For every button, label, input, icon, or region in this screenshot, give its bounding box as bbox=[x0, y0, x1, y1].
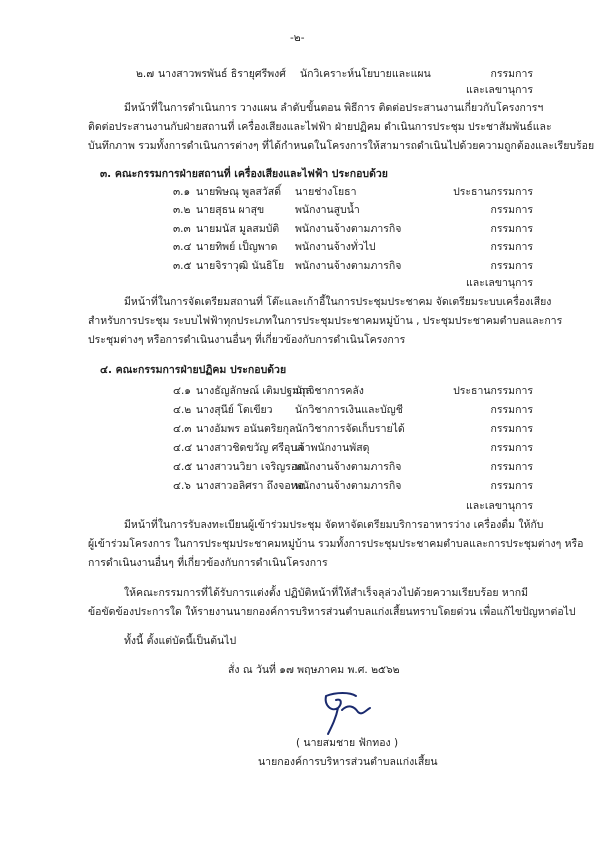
member-position: นักวิชาการคลัง bbox=[295, 385, 364, 397]
member-name: นางธัญลักษณ์ เติมปฐมกุล bbox=[196, 385, 312, 397]
member-name: นายมนัส มูลสมบัติ bbox=[196, 223, 280, 235]
member-number: ๓.๒ bbox=[173, 204, 191, 216]
duty-line: มีหน้าที่ในการรับลงทะเบียนผู้เข้าร่วมประชุม จัดหาจัดเตรียมบริการอาหารว่าง เครื่องดื่ม ให้กับ bbox=[124, 519, 544, 531]
section-heading: ๓. คณะกรรมการฝ่ายสถานที่ เครื่องเสียงและไฟฟ้า ประกอบด้วย bbox=[100, 168, 388, 180]
effective-statement: ทั้งนี้ ตั้งแต่บัดนี้เป็นต้นไป bbox=[124, 635, 237, 647]
member-role: กรรมการ bbox=[490, 404, 533, 416]
member-name: นายจิราวุฒิ นันธิโย bbox=[196, 260, 285, 272]
section-heading: ๔. คณะกรรมการฝ่ายปฏิคม ประกอบด้วย bbox=[100, 364, 287, 376]
member-role: กรรมการ bbox=[490, 461, 533, 473]
member-row bbox=[0, 442, 600, 456]
member-name: นายทิพย์ เป็ญพาด bbox=[196, 241, 278, 253]
duty-line: ผู้เข้าร่วมโครงการ ในการประชุมประชาคมหมู่บ้าน รวมทั้งการประชุมประชาคมตำบลและการประชุมต่างๆ หรือ bbox=[88, 538, 584, 550]
member-name: นางสุนีย์ โตเขียว bbox=[196, 404, 273, 416]
member-row bbox=[0, 241, 600, 255]
member-role-extra: และเลขานุการ bbox=[465, 277, 533, 289]
member-role: ประธานกรรมการ bbox=[453, 385, 533, 397]
page-number: -๒- bbox=[290, 32, 305, 44]
member-name: นางสาวนวิยา เจริญรอด bbox=[196, 461, 304, 473]
member-number: ๔.๔ bbox=[173, 442, 193, 454]
member-name: นางอัมพร อนันตริยกุล bbox=[196, 423, 296, 435]
closing-line: ให้คณะกรรมการที่ได้รับการแต่งตั้ง ปฏิบัติหน้าที่ให้สำเร็จลุล่วงไปด้วยความเรียบร้อย หากมี bbox=[124, 587, 528, 599]
member-position: พนักงานจ้างตามภารกิจ bbox=[295, 480, 402, 492]
member-role: กรรมการ bbox=[490, 480, 533, 492]
member-position: นักวิเคราะห์นโยบายและแผน bbox=[300, 68, 431, 80]
member-number: ๔.๑ bbox=[173, 385, 191, 397]
member-name: นางสาวอลิศรา ถึงจอหอ bbox=[196, 480, 304, 492]
member-name: นางสาวพรพันธ์ ธิรายุศรีพงศ์ bbox=[158, 68, 286, 80]
member-number: ๓.๔ bbox=[173, 241, 192, 253]
member-number: ๔.๖ bbox=[173, 480, 191, 492]
member-row bbox=[0, 260, 600, 274]
member-number: ๓.๑ bbox=[173, 186, 191, 198]
member-role: ประธานกรรมการ bbox=[453, 186, 533, 198]
order-date: สั่ง ณ วันที่ ๑๗ พฤษภาคม พ.ศ. ๒๕๖๒ bbox=[228, 664, 400, 676]
duty-line: มีหน้าที่ในการดำเนินการ วางแผน ลำดับขั้นตอน พิธีการ ติดต่อประสานงานเกี่ยวกับโครงการฯ bbox=[124, 102, 544, 114]
member-number: ๔.๒ bbox=[173, 404, 192, 416]
member-position: พนักงานจ้างตามภารกิจ bbox=[295, 223, 402, 235]
member-position: พนักงานสูบน้ำ bbox=[295, 204, 360, 216]
member-role: กรรมการ bbox=[490, 204, 533, 216]
duty-line: การดำเนินงานอื่นๆ ที่เกี่ยวข้องกับการดำเนินโครงการ bbox=[88, 557, 328, 569]
member-position: นักวิชาการจัดเก็บรายได้ bbox=[295, 423, 405, 435]
member-position: นายช่างโยธา bbox=[295, 186, 357, 198]
member-name: นายสุธน ผาสุข bbox=[196, 204, 265, 216]
signer-title: นายกองค์การบริหารส่วนตำบลแก่งเสี้ยน bbox=[258, 756, 438, 768]
member-row bbox=[0, 204, 600, 218]
member-row bbox=[0, 480, 600, 494]
duty-line: บันทึกภาพ รวมทั้งการดำเนินการต่างๆ ที่ได้กำหนดในโครงการให้สามารถดำเนินไปด้วยความถูกต้องและเรียบร้อย bbox=[88, 140, 595, 152]
member-role: กรรมการ bbox=[490, 241, 533, 253]
member-name: นายพิษณุ พูลสวัสดิ์ bbox=[196, 186, 282, 198]
member-number: ๔.๕ bbox=[173, 461, 193, 473]
member-role-extra: และเลขานุการ bbox=[465, 500, 533, 512]
closing-line: ข้อขัดข้องประการใด ให้รายงานนายกองค์การบริหารส่วนตำบลแก่งเสี้ยนทราบโดยด่วน เพื่อแก้ไขปัญหาต่อไป bbox=[88, 606, 576, 618]
member-role: กรรมการ bbox=[490, 260, 533, 272]
member-row bbox=[0, 461, 600, 475]
member-row bbox=[0, 68, 600, 82]
member-position: เจ้าพนักงานพัสดุ bbox=[295, 442, 370, 454]
member-number: ๒.๗ bbox=[136, 68, 155, 80]
duty-line: ประชุมต่างๆ หรือการดำเนินงานอื่นๆ ที่เกี่ยวข้องกับการดำเนินโครงการ bbox=[88, 334, 406, 346]
duty-line: มีหน้าที่ในการจัดเตรียมสถานที่ โต๊ะและเก้าอี้ในการประชุมประชาคม จัดเตรียมระบบเครื่องเสียง bbox=[124, 296, 552, 308]
member-number: ๓.๓ bbox=[173, 223, 191, 235]
member-name: นางสาวชิดขวัญ ศรีอุบล bbox=[196, 442, 304, 454]
member-position: พนักงานจ้างตามภารกิจ bbox=[295, 260, 402, 272]
member-number: ๔.๓ bbox=[173, 423, 192, 435]
signature-mark bbox=[312, 690, 382, 736]
member-role: กรรมการ bbox=[490, 223, 533, 235]
duty-line: สำหรับการประชุม ระบบไฟฟ้าทุกประเภทในการประชุมประชาคมหมู่บ้าน , ประชุมประชาคมตำบลและการ bbox=[88, 315, 563, 327]
duty-line: ติดต่อประสานงานกับฝ่ายสถานที่ เครื่องเสียงและไฟฟ้า ฝ่ายปฏิคม ดำเนินการประชุม ประชาสัมพันธ์และ bbox=[88, 121, 552, 133]
signer-name: ( นายสมชาย ฟักทอง ) bbox=[296, 737, 399, 749]
member-row bbox=[0, 404, 600, 418]
member-position: นักวิชาการเงินและบัญชี bbox=[295, 404, 403, 416]
member-position: พนักงานจ้างทั่วไป bbox=[295, 241, 376, 253]
member-position: พนักงานจ้างตามภารกิจ bbox=[295, 461, 402, 473]
member-number: ๓.๕ bbox=[173, 260, 192, 272]
member-row bbox=[0, 385, 600, 399]
member-row bbox=[0, 186, 600, 200]
member-role: กรรมการ bbox=[490, 423, 533, 435]
member-role: กรรมการ bbox=[490, 442, 533, 454]
member-row bbox=[0, 423, 600, 437]
member-role-extra: และเลขานุการ bbox=[465, 84, 533, 96]
member-role: กรรมการ bbox=[490, 68, 533, 80]
member-row bbox=[0, 223, 600, 237]
